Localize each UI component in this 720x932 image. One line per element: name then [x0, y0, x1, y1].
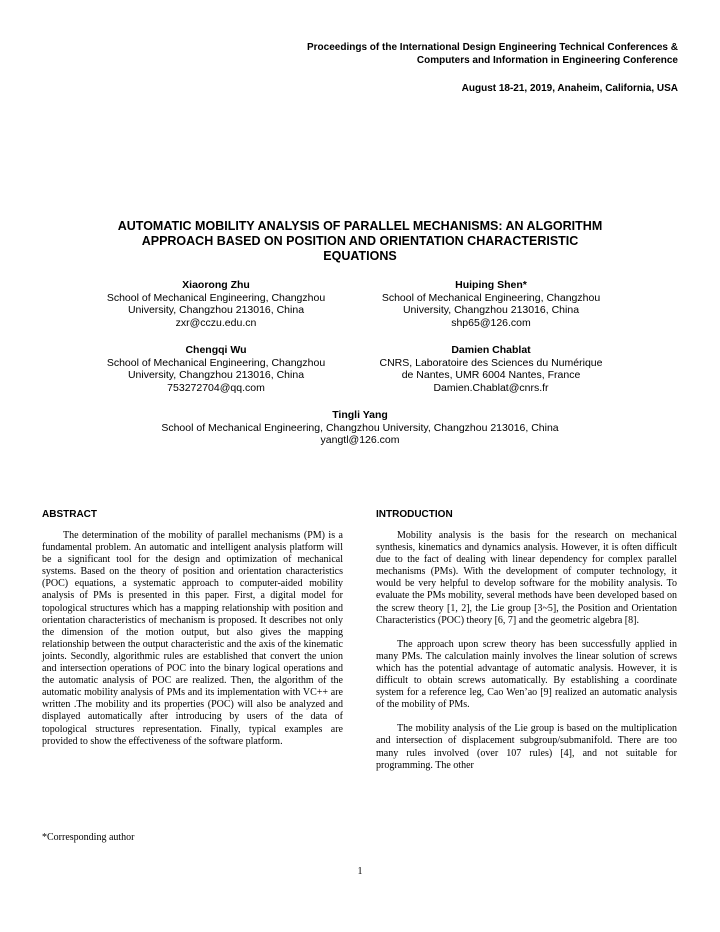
author-name: Damien Chablat: [451, 344, 531, 356]
author-block: [71, 279, 361, 329]
author-affiliation: School of Mechanical Engineering, Changzhou: [106, 291, 326, 304]
author-name: Tingli Yang: [332, 409, 388, 421]
author-email[interactable]: 753272704@qq.com: [167, 381, 265, 394]
intro-paragraph: Mobility analysis is the basis for the research on mechanical synthesis, kinematics and dynamics analysis. However, it is often difficult due to the fact of dealing with linear dependency for complex parallel mechanisms (PMs). With the development of computer technology, it would be very helpful to develop software for the mobility analysis. To evaluate the PMs mobility, several methods have been developed based on the screw theory [1, 2], the Lie group [3~5], the Position and Orientation Characteristics (POC) theory [6, 7] and the geometric algebra [8].: [376, 530, 677, 626]
conference-line-2: Computers and Information in Engineering Conference: [416, 55, 678, 66]
conference-date: August 18-21, 2019, Anaheim, California, USA: [461, 83, 678, 94]
conference-line-1: Proceedings of the International Design Engineering Technical Conferences &: [307, 42, 678, 53]
author-block: [60, 409, 660, 447]
author-name: Huiping Shen*: [455, 279, 527, 291]
author-affiliation: de Nantes, UMR 6004 Nantes, France: [401, 369, 581, 381]
author-email[interactable]: yangtl@126.com: [320, 434, 400, 446]
author-block: [71, 344, 361, 394]
author-block: [346, 279, 636, 329]
author-email[interactable]: zxr@cczu.edu.cn: [175, 316, 257, 329]
author-affiliation: School of Mechanical Engineering, Changzhou: [106, 356, 326, 369]
author-block: [346, 344, 636, 394]
author-affiliation: School of Mechanical Engineering, Changzhou University, Changzhou 213016, China: [161, 421, 559, 434]
title-line-3: EQUATIONS: [323, 249, 397, 263]
intro-paragraph: The mobility analysis of the Lie group is based on the multiplication and intersection of displacement subgroup/submanifold. There are too many rules involved (over 107 rules) [4], and not suitable for programming. The other: [376, 723, 677, 771]
author-affiliation: CNRS, Laboratoire des Sciences du Numérique: [379, 356, 603, 369]
author-affiliation: School of Mechanical Engineering, Changzhou: [381, 291, 601, 304]
intro-paragraph: The approach upon screw theory has been successfully applied in many PMs. The calculation mainly involves the linear solution of screws which has the potential advantage of automatic analysis. However, it is difficult to obtain screws automatically. By establishing a coordinate system for a reference leg, Cao Wen’ao [9] realized an automatic analysis of the mobility of PMs.: [376, 638, 677, 711]
author-email[interactable]: shp65@126.com: [451, 316, 531, 329]
page-number: 1: [357, 866, 363, 877]
abstract-paragraph: The determination of the mobility of parallel mechanisms (PM) is a fundamental problem. An automatic and intelligent analysis platform will be a significant tool for the design and optimization of mechanical systems. Based on the theory of position and orientation characteristics (POC) equations, a systematic approach to computer-aided mobility analysis of PMs is presented in this paper. First, a digital model for topological structures which has a mapping relationship with position and orientation characteristics of mechanism is proposed. It describes not only the dimension of the motion output, but also gives the mapping relationship between the output characteristic and the axis of the kinematic joints. Secondly, algorithmic rules are established that convert the union and intersection operations of POC into the binary logical operations and the automatic analysis of POC are realized. Then, the algorithm of the automatic mobility analysis of PMs and its implementation with VC++ are written .The mobility and its properties (POC) will also be analyzed and displayed automatically after introducing by users of the data of topological structures representation. Finally, typical examples are provided to show the effectiveness of the software platform.: [42, 530, 343, 747]
abstract-heading: ABSTRACT: [42, 509, 97, 520]
title-line-1: AUTOMATIC MOBILITY ANALYSIS OF PARALLEL MECHANISMS: AN ALGORITHM: [117, 219, 603, 233]
author-affiliation: University, Changzhou 213016, China: [402, 304, 580, 316]
introduction-body: [376, 530, 677, 772]
author-email[interactable]: Damien.Chablat@cnrs.fr: [433, 381, 549, 394]
author-affiliation: University, Changzhou 213016, China: [127, 369, 305, 381]
title-line-2: APPROACH BASED ON POSITION AND ORIENTATION CHARACTERISTIC: [141, 234, 579, 248]
author-name: Xiaorong Zhu: [182, 279, 250, 291]
conference-header: [118, 41, 678, 67]
author-name: Chengqi Wu: [185, 344, 247, 356]
author-affiliation: University, Changzhou 213016, China: [127, 304, 305, 316]
abstract-body: [42, 530, 343, 748]
paper-title: [60, 219, 660, 264]
corresponding-author-note: *Corresponding author: [42, 832, 135, 843]
introduction-heading: INTRODUCTION: [376, 509, 453, 520]
